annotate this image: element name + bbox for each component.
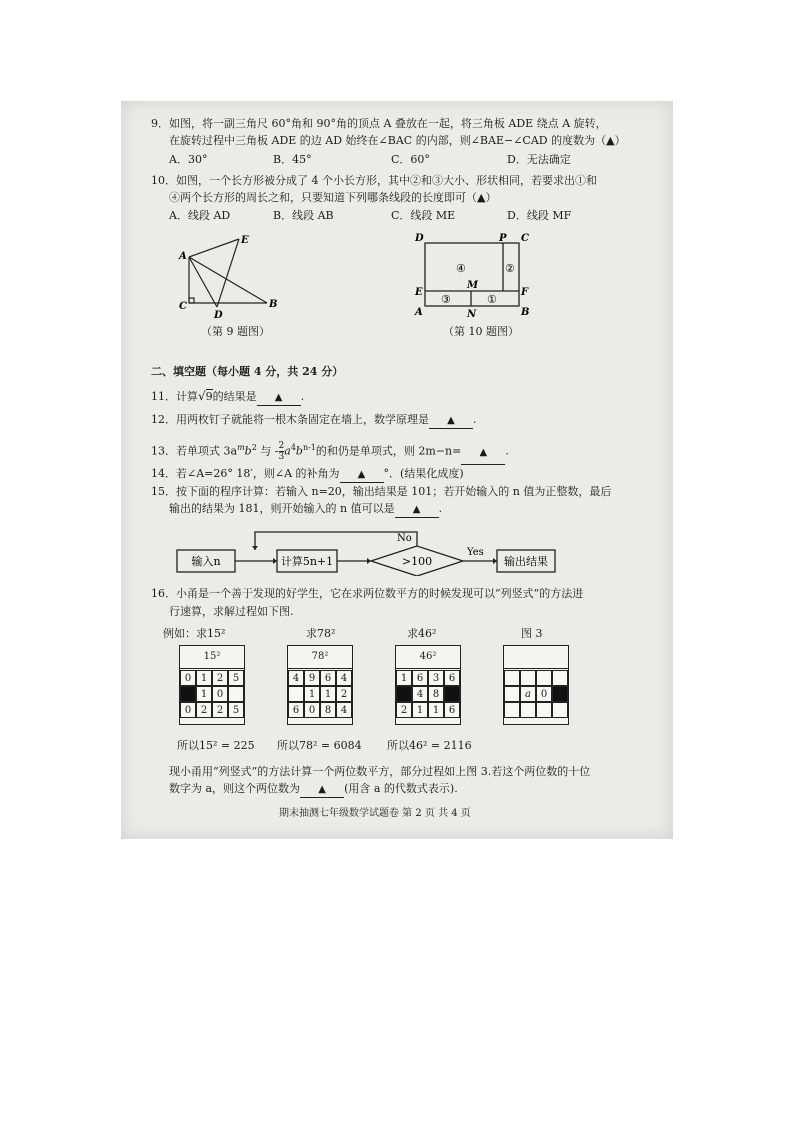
q16-header-4: 图 3	[521, 627, 543, 640]
q9-option-b: B．45°	[273, 153, 312, 166]
fig10-label-b: B	[521, 307, 530, 318]
q16-header-2: 求78²	[306, 627, 336, 640]
fig10-label-d: D	[415, 233, 424, 244]
q15-line1: 15．按下面的程序计算：若输入 n=20，输出结果是 101；若开始输入的 n 值为正整数，最后	[151, 485, 612, 498]
fig9-label-a: A	[179, 251, 187, 262]
q16-header-1: 例如：求15²	[163, 627, 226, 640]
q16-line3: 现小甬用“列竖式”的方法计算一个两位数平方，部分过程如上图 3.若这个两位数的十位	[169, 765, 591, 778]
q10-option-c: C．线段 ME	[391, 209, 456, 222]
flow-compute: 计算5n+1	[280, 555, 334, 568]
q16-result-46: 所以46² = 2116	[387, 739, 472, 752]
q12: 12．用两枚钉子就能将一根木条固定在墙上，数学原理是 ▲ .	[151, 413, 477, 429]
fig9-caption: （第 9 题图）	[201, 325, 270, 338]
q10-line2: ④两个长方形的周长之和，只要知道下列哪条线段的长度即可（▲）	[169, 191, 497, 204]
q9-option-d: D．无法确定	[507, 153, 571, 166]
fig10-label-a: A	[415, 307, 423, 318]
q9-option-a: A．30°	[169, 153, 208, 166]
q15-line2: 输出的结果为 181，则开始输入的 n 值可以是 ▲ .	[169, 502, 442, 518]
q9-line2: 在旋转过程中三角板 ADE 的边 AD 始终在∠BAC 的内部，则∠BAE−∠CAD 的度数为（▲）	[169, 134, 626, 147]
fig9-label-c: C	[179, 301, 187, 312]
q9-line1: 9．如图，将一副三角尺 60°角和 90°角的顶点 A 叠放在一起，将三角板 ADE 绕点 A 旋转，	[151, 117, 607, 130]
square-grid-figure-3: a 0	[503, 645, 569, 725]
fig9-label-b: B	[269, 299, 278, 310]
fig10-label-n: N	[467, 309, 477, 320]
fig9-label-e: E	[241, 235, 249, 246]
fig10-label-m: M	[467, 280, 479, 291]
fig10-label-f: F	[521, 287, 529, 298]
answer-marker: ▲	[477, 191, 486, 204]
figure-10	[411, 229, 536, 321]
q16-line2: 行速算，求解过程如下图.	[169, 605, 294, 618]
fig10-caption: （第 10 题图）	[443, 325, 519, 338]
q14: 14．若∠A=26° 18′，则∠A 的补角为 ▲ °．(结果化成度)	[151, 467, 464, 483]
q10-line1: 10．如图，一个长方形被分成了 4 个小长方形，其中②和③大小、形状相同，若要求出①和	[151, 174, 597, 187]
q16-result-78: 所以78² = 6084	[277, 739, 362, 752]
exam-page-photo	[121, 101, 673, 839]
q13: 13．若单项式 $3a^mb^2$ 与 - $\frac{2}{3}$ $a^4b^{n-1}$的和仍是单项式，则 2m−n= ▲ .	[151, 437, 509, 463]
fig10-label-e: E	[415, 287, 423, 298]
answer-marker: ▲	[606, 134, 615, 147]
q9-option-c: C．60°	[391, 153, 430, 166]
square-grid-78: 78² 4 9 6 4 1 1 2 6 0 8 4	[287, 645, 353, 725]
program-flowchart	[171, 526, 591, 576]
flow-no-label: No	[397, 533, 412, 544]
q10-option-d: D．线段 MF	[507, 209, 572, 222]
q16-line1: 16．小甬是一个善于发现的好学生，它在求两位数平方的时候发现可以“列竖式”的方法进	[151, 587, 584, 600]
section-2-heading: 二、填空题（每小题 4 分，共 24 分）	[151, 365, 344, 378]
q16-line4: 数字为 a，则这个两位数为 ▲ (用含 a 的代数式表示).	[169, 782, 458, 798]
flow-condition: >100	[401, 555, 433, 568]
square-grid-46: 46² 1 6 3 6 4 8 2 1 1 6	[395, 645, 461, 725]
q16-header-3: 求46²	[407, 627, 437, 640]
fig10-region-1: ①	[487, 293, 497, 306]
q16-result-15: 所以15² = 225	[177, 739, 255, 752]
fig10-region-2: ②	[505, 262, 515, 275]
fig10-region-4: ④	[456, 262, 466, 275]
q11: 11．计算√9的结果是 ▲ .	[151, 389, 304, 406]
flow-yes-label: Yes	[467, 547, 484, 558]
flow-input: 输入n	[191, 555, 221, 568]
fig10-label-p: P	[499, 233, 507, 244]
q10-option-b: B．线段 AB	[273, 209, 334, 222]
fig10-region-3: ③	[441, 293, 451, 306]
flow-output: 输出结果	[504, 555, 548, 568]
fig9-label-d: D	[214, 310, 223, 319]
page-footer: 期末抽测七年级数学试题卷 第 2 页 共 4 页	[279, 808, 471, 819]
q10-option-a: A．线段 AD	[169, 209, 231, 222]
square-grid-15: 15² 0 1 2 5 1 0 0 2 2 5	[179, 645, 245, 725]
fig10-label-c: C	[521, 233, 529, 244]
figure-9	[171, 229, 281, 319]
